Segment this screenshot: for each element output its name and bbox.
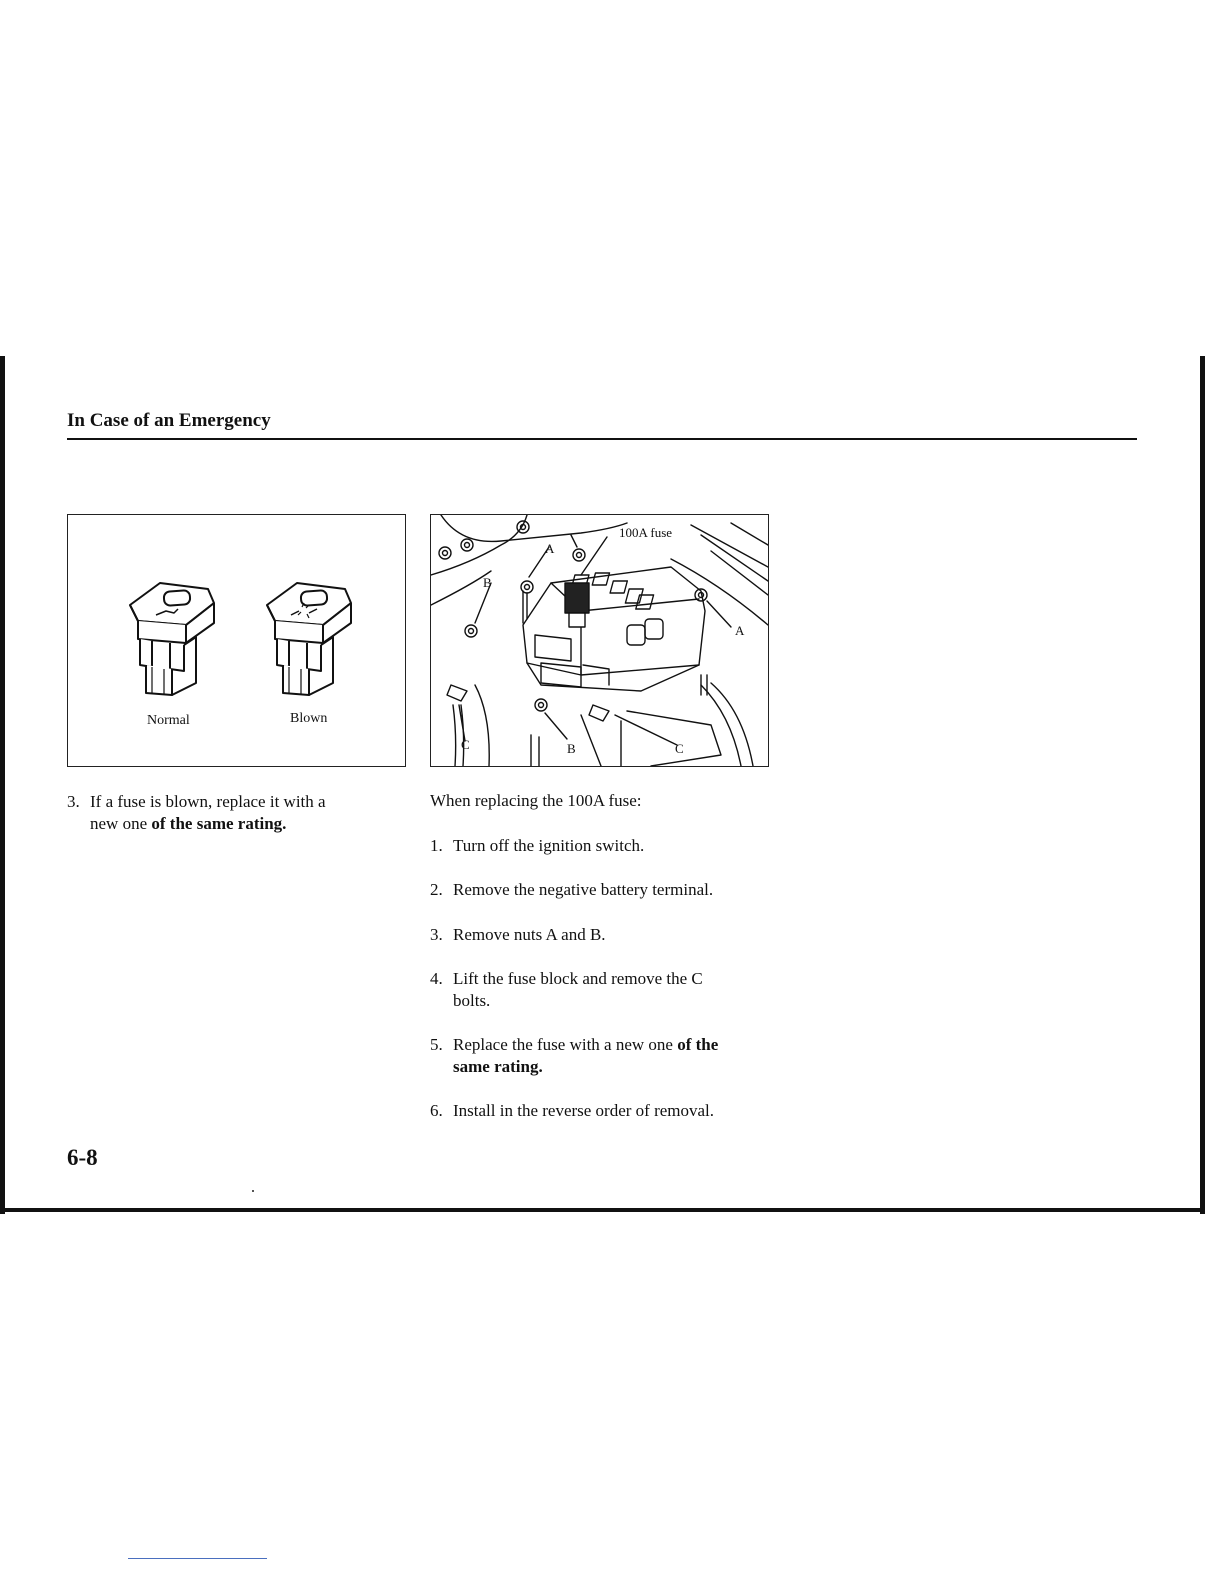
step-text-line2: same rating. bbox=[453, 1057, 543, 1076]
callout-c-left: C bbox=[461, 737, 470, 752]
section-title: In Case of an Emergency bbox=[67, 410, 271, 431]
step-text-line2: bolts. bbox=[453, 991, 491, 1010]
speck bbox=[252, 1190, 254, 1192]
callout-c-right: C bbox=[675, 741, 684, 756]
step-number: 1. bbox=[430, 836, 443, 855]
step-text-line1: Replace the fuse with a new one of the bbox=[453, 1035, 719, 1054]
step-text: Remove nuts A and B. bbox=[453, 925, 606, 944]
step-text: Turn off the ignition switch. bbox=[453, 836, 645, 855]
callout-100a-fuse: 100A fuse bbox=[619, 525, 673, 540]
page-frame-left bbox=[0, 356, 5, 1214]
callout-b-bottom: B bbox=[567, 741, 576, 756]
fuse-comparison-figure bbox=[67, 514, 406, 767]
step-text: Install in the reverse order of removal. bbox=[453, 1101, 715, 1120]
callout-b-top: B bbox=[483, 575, 492, 590]
step-number: 3. bbox=[430, 925, 443, 944]
title-rule bbox=[67, 438, 1137, 440]
callout-a-right: A bbox=[735, 623, 745, 638]
page-frame-right bbox=[1200, 356, 1205, 1214]
step-number: 5. bbox=[430, 1035, 443, 1054]
page-number: 6-8 bbox=[67, 1145, 98, 1170]
step-text-line1: Lift the fuse block and remove the C bbox=[453, 969, 703, 988]
step-text-line2: new one of the same rating. bbox=[90, 814, 287, 833]
step-text: Remove the negative battery terminal. bbox=[453, 880, 714, 899]
page-frame-bottom bbox=[0, 1208, 1205, 1212]
callout-a-top: A bbox=[545, 541, 555, 556]
normal-fuse-icon bbox=[130, 583, 214, 695]
step-number: 2. bbox=[430, 880, 443, 899]
fuse-illustration bbox=[68, 515, 405, 766]
bottom-rule bbox=[128, 1558, 267, 1559]
fuse-block-illustration bbox=[431, 515, 768, 766]
blown-fuse-icon bbox=[267, 583, 351, 695]
step-text-line1: If a fuse is blown, replace it with a bbox=[90, 792, 326, 811]
blown-label: Blown bbox=[290, 711, 328, 726]
step-number: 3. bbox=[67, 792, 80, 811]
step-number: 4. bbox=[430, 969, 443, 988]
fuse-replacement-intro: When replacing the 100A fuse: bbox=[430, 791, 642, 810]
fuse-block-figure bbox=[430, 514, 769, 767]
normal-label: Normal bbox=[147, 713, 190, 728]
step-number: 6. bbox=[430, 1101, 443, 1120]
